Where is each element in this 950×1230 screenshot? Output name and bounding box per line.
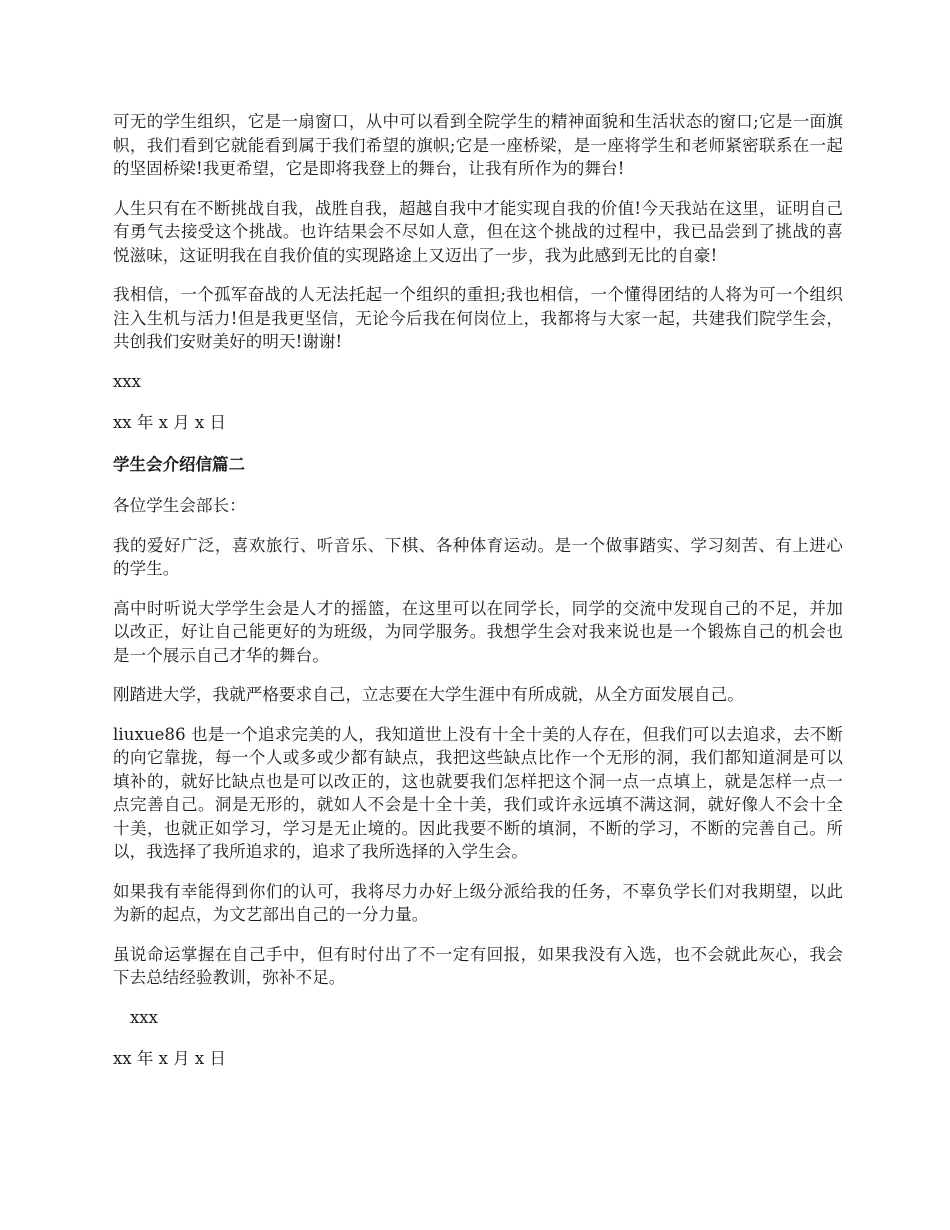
date-line: xx 年 x 月 x 日 [113,413,226,432]
document-page [113,110,843,1089]
paragraph: 我相信，一个孤军奋战的人无法托起一个组织的重担;我也相信，一个懂得团结的人将为可一个组织注入生机与活力!但是我更坚信，无论今后我在何岗位上，我都将与大家一起，共建我们院学生会，共创我们安财美好的明天!谢谢! [113,285,843,351]
signature: xxx [130,1007,158,1027]
paragraph: 虽说命运掌握在自己手中，但有时付出了不一定有回报，如果我没有入选，也不会就此灰心，我会下去总结经验教训，弥补不足。 [113,944,843,987]
section-heading: 学生会介绍信篇二 [113,454,245,474]
paragraph: liuxue86 也是一个追求完美的人，我知道世上没有十全十美的人存在，但我们可以去追求，去不断的向它靠拢，每一个人或多或少都有缺点，我把这些缺点比作一个无形的洞，我们都知道洞是可以填补的，就好比缺点也是可以改正的，这也就要我们怎样把这个洞一点一点填上，就是怎样一点一点完善自己。洞是无形的，就如人不会是十全十美，我们或许永远填不满这洞，就好像人不会十全十美，也就正如学习，学习是无止境的。因此我要不断的填洞，不断的学习，不断的完善自己。所以，我选择了我所追求的，追求了我所选择的入学生会。 [113,724,843,861]
paragraph: 如果我有幸能得到你们的认可，我将尽力办好上级分派给我的任务，不辜负学长们对我期望，以此为新的起点，为文艺部出自己的一分力量。 [113,881,843,924]
date-line: xx 年 x 月 x 日 [113,1049,226,1068]
signature: xxx [113,371,141,391]
paragraph: 人生只有在不断挑战自我，战胜自我，超越自我中才能实现自我的价值!今天我站在这里，证明自己有勇气去接受这个挑战。也许结果会不尽如人意，但在这个挑战的过程中，我已品尝到了挑战的喜悦滋味，这证明我在自我价值的实现路途上又迈出了一步，我为此感到无比的自豪! [113,198,843,265]
paragraph: 可无的学生组织，它是一扇窗口，从中可以看到全院学生的精神面貌和生活状态的窗口;它是一面旗帜，我们看到它就能看到属于我们希望的旗帜;它是一座桥梁，是一座将学生和老师紧密联系在一起的坚固桥梁!我更希望，它是即将我登上的舞台，让我有所作为的舞台! [113,112,843,178]
paragraph: 我的爱好广泛，喜欢旅行、听音乐、下棋、各种体育运动。是一个做事踏实、学习刻苦、有上进心的学生。 [113,535,843,578]
paragraph: 刚踏进大学，我就严格要求自己，立志要在大学生涯中有所成就，从全方面发展自己。 [113,685,744,704]
salutation: 各位学生会部长： [113,496,246,515]
paragraph: 高中时听说大学学生会是人才的摇篮，在这里可以在同学长，同学的交流中发现自己的不足，并加以改正，好让自己能更好的为班级，为同学服务。我想学生会对我来说也是一个锻炼自己的机会也是一个展示自己才华的舞台。 [113,598,843,665]
